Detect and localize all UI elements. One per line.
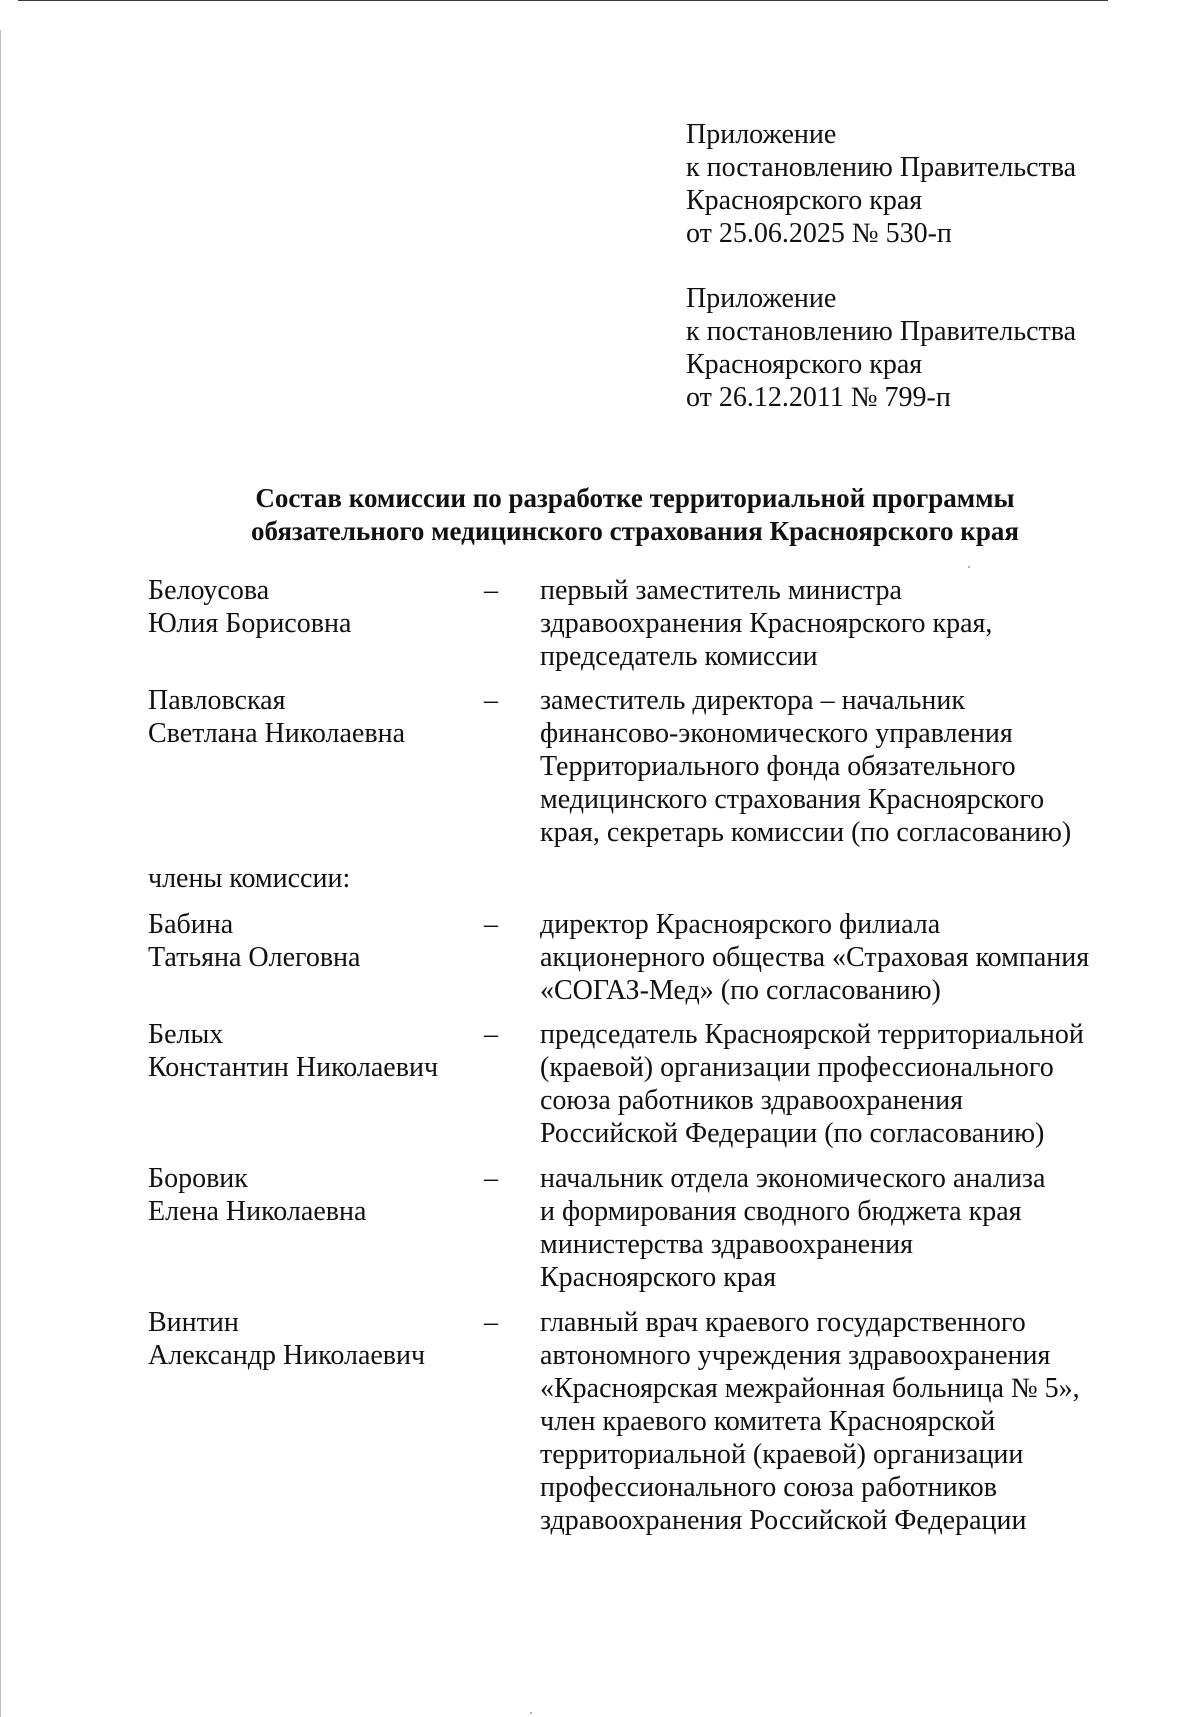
- member-surname: Боровик: [148, 1163, 248, 1194]
- role-line: здравоохранения Красноярского края,: [540, 608, 993, 639]
- dash-separator: –: [484, 1307, 498, 1338]
- role-line: (краевой) организации профессионального: [540, 1052, 1054, 1083]
- role-line: территориальной (краевой) организации: [540, 1439, 1024, 1470]
- member-surname: Павловская: [148, 685, 286, 716]
- role-line: профессионального союза работников: [540, 1472, 998, 1503]
- role-line: Российской Федерации (по согласованию): [540, 1118, 1045, 1149]
- member-role: [540, 1306, 1080, 1537]
- member-name: [148, 1018, 438, 1084]
- role-line: края, секретарь комиссии (по согласованию): [540, 817, 1072, 848]
- role-line: союза работников здравоохранения: [540, 1085, 963, 1116]
- appendix-block-original: [686, 282, 1076, 414]
- member-surname: Белоусова: [148, 575, 270, 606]
- role-line: директор Красноярского филиала: [540, 909, 941, 940]
- dash-separator: –: [484, 1163, 498, 1194]
- role-line: заместитель директора – начальник: [540, 685, 965, 716]
- member-given-names: Светлана Николаевна: [148, 718, 405, 749]
- appendix-line: к постановлению Правительства: [686, 152, 1077, 183]
- member-given-names: Елена Николаевна: [148, 1196, 367, 1227]
- member-given-names: Александр Николаевич: [148, 1340, 426, 1371]
- member-name: [148, 574, 351, 640]
- member-role: [540, 574, 992, 673]
- member-role: [540, 908, 1089, 1007]
- member-name: [148, 1306, 425, 1372]
- member-surname: Бабина: [148, 909, 234, 940]
- member-role: [540, 1018, 1084, 1150]
- dash-separator: –: [484, 685, 498, 716]
- scan-edge-top: [18, 0, 1108, 1]
- member-given-names: Константин Николаевич: [148, 1052, 439, 1083]
- members-section-label: члены комиссии:: [148, 863, 351, 894]
- role-line: финансово-экономического управления: [540, 718, 1013, 749]
- appendix-line: Приложение: [686, 283, 837, 314]
- title-line: Состав комиссии по разработке территориальной программы: [255, 483, 1015, 513]
- role-line: здравоохранения Российской Федерации: [540, 1505, 1027, 1536]
- member-name: [148, 684, 405, 750]
- member-surname: Белых: [148, 1019, 224, 1050]
- role-line: начальник отдела экономического анализа: [540, 1163, 1046, 1194]
- appendix-line: Красноярского края: [686, 185, 923, 216]
- role-line: и формирования сводного бюджета края: [540, 1196, 1022, 1227]
- appendix-line: от 25.06.2025 № 530-п: [686, 218, 952, 249]
- member-given-names: Татьяна Олеговна: [148, 942, 361, 973]
- role-line: председатель Красноярской территориальной: [540, 1019, 1084, 1050]
- appendix-line: от 26.12.2011 № 799-п: [686, 382, 951, 413]
- role-line: главный врач краевого государственного: [540, 1307, 1026, 1338]
- member-name: [148, 908, 360, 974]
- role-line: автономного учреждения здравоохранения: [540, 1340, 1051, 1371]
- member-role: [540, 684, 1071, 849]
- title-line: обязательного медицинского страхования Красноярского края: [251, 516, 1019, 546]
- appendix-line: к постановлению Правительства: [686, 316, 1077, 347]
- role-line: Территориального фонда обязательного: [540, 751, 1016, 782]
- document-title: [0, 482, 1200, 548]
- role-line: Красноярского края: [540, 1262, 777, 1293]
- role-line: «Красноярская межрайонная больница № 5»,: [540, 1373, 1080, 1404]
- dash-separator: –: [484, 1019, 498, 1050]
- role-line: председатель комиссии: [540, 641, 818, 672]
- appendix-block-current: [686, 118, 1076, 250]
- appendix-line: Красноярского края: [686, 349, 923, 380]
- role-line: министерства здравоохранения: [540, 1229, 913, 1260]
- dash-separator: –: [484, 909, 498, 940]
- role-line: первый заместитель министра: [540, 575, 902, 606]
- scan-edge-left: [0, 30, 1, 1717]
- scan-speck: [968, 566, 970, 568]
- member-role: [540, 1162, 1045, 1294]
- appendix-line: Приложение: [686, 119, 837, 150]
- scan-speck: [530, 1712, 532, 1714]
- member-name: [148, 1162, 366, 1228]
- member-given-names: Юлия Борисовна: [148, 608, 352, 639]
- dash-separator: –: [484, 575, 498, 606]
- role-line: акционерного общества «Страховая компания: [540, 942, 1090, 973]
- role-line: член краевого комитета Красноярской: [540, 1406, 996, 1437]
- role-line: медицинского страхования Красноярского: [540, 784, 1045, 815]
- role-line: «СОГАЗ-Мед» (по согласованию): [540, 975, 941, 1006]
- member-surname: Винтин: [148, 1307, 239, 1338]
